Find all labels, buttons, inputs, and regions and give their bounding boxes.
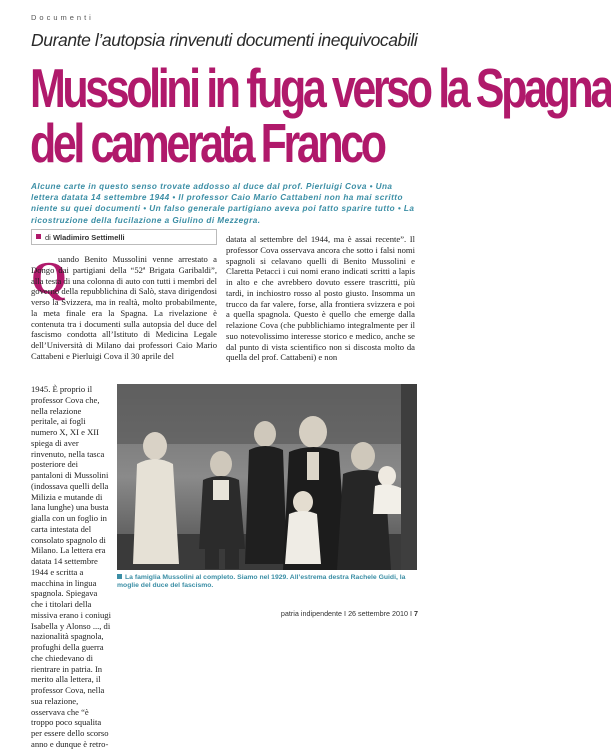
caption-square-icon bbox=[117, 574, 122, 579]
lead-text: uando Benito Mussolini venne arrestato a Dongo dai partigiani della “52ª Brigata Garibaldi”, alla testa di una colonna di auto con tutti i membri del governo della repubblichina di Salò, stava dirigendosi verso la Svizzera, ma in realtà, molto probabilmente, la meta finale era la Spagna. La rivelazione è contenuta tra i documenti sulla autopsia del duce del fascismo condotta all’Istituto di Medicina Legale dell’Università di Milano dai professori Caio Mario Cattabeni e Pierluigi Cova il 30 aprile del bbox=[31, 254, 217, 361]
footer-date: 26 settembre 2010 bbox=[348, 609, 408, 618]
body-column-right: datata al settembre del 1944, ma è assai recente”. Il professor Cova osservava ancora che sotto i falsi nomi spagnoli si celavano quelli di Benito Mussolini e Claretta Petacci i cui nomi erano indicati scritti a lapis in alto e che avrebbero dovuto essere trascritti, più tardi, in inchiostro rosso al posto giusto. Insomma un trucco da far valere, forse, alla frontiera svizzera e poi a quella spagnola. Questo è quello che emerge dalla relazione Cova (che pubblichiamo integralmente per il suo notevolissimo interesse storico e medico, anche se dal punto di vista scientifico non si discosta molto da quella del prof. Cattabeni) e non bbox=[226, 234, 415, 363]
headline bbox=[30, 58, 611, 175]
lead-paragraph bbox=[31, 254, 217, 362]
footer-publication: patria indipendente bbox=[280, 609, 343, 618]
photo-caption bbox=[117, 574, 417, 591]
family-photo-image bbox=[117, 384, 417, 570]
page-footer: patria indipendente I 26 settembre 2010 I 7 bbox=[280, 609, 418, 618]
headline-line-2: del camerata Franco bbox=[30, 113, 384, 175]
byline-author: Wladimiro Settimelli bbox=[52, 233, 125, 242]
byline-square-icon bbox=[36, 234, 41, 239]
footer-page-number: 7 bbox=[414, 609, 418, 618]
caption-text: La famiglia Mussolini al completo. Siamo nel 1929. All’estrema destra Rachele Guidi, la moglie del duce del fascismo. bbox=[117, 574, 406, 590]
body-column-narrow: 1945. È proprio il professor Cova che, nella relazione peritale, ai fogli numero X, XI e XII spiega di aver rinvenuto, nella tasca posteriore dei pantaloni di Mussolini (indossava quelli della Milizia e mutande di lana lunghe) una busta gialla con un foglio in carta intestata del consolato spagnolo di Milano. La lettera era datata 14 settembre 1944 e scritta a macchina in lingua spagnola. Spiegava che i titolari della missiva erano i coniugi Isabella y Alonso ..., di nazionalità spagnola, profughi della guerra che chiedevano di rientrare in patria. In merito alla lettera, il professor Cova, nella sua relazione, osservava che “è troppo poco squalita per essere dello scorso anno e dunque è retro- bbox=[31, 384, 111, 749]
byline-prefix: di bbox=[45, 233, 51, 242]
kicker: Durante l’autopsia rinvenuti documenti inequivocabili bbox=[31, 30, 418, 50]
section-label: Documenti bbox=[31, 13, 94, 22]
family-photo bbox=[117, 384, 417, 570]
dropcap: Q bbox=[31, 252, 67, 303]
byline bbox=[31, 229, 217, 245]
standfirst: Alcune carte in questo senso trovate addosso al duce dal prof. Pierluigi Cova • Una lettera datata 14 settembre 1944 • Il professor Caio Mario Cattabeni non ha mai scritto niente su quei documenti • Un falso generale partigiano aveva poi fatto sparire tutto • La ricostruzione della fucilazione a Giulino di Mezzegra. bbox=[31, 182, 415, 225]
headline-line-1: Mussolini in fuga verso la Spagna bbox=[30, 58, 611, 120]
